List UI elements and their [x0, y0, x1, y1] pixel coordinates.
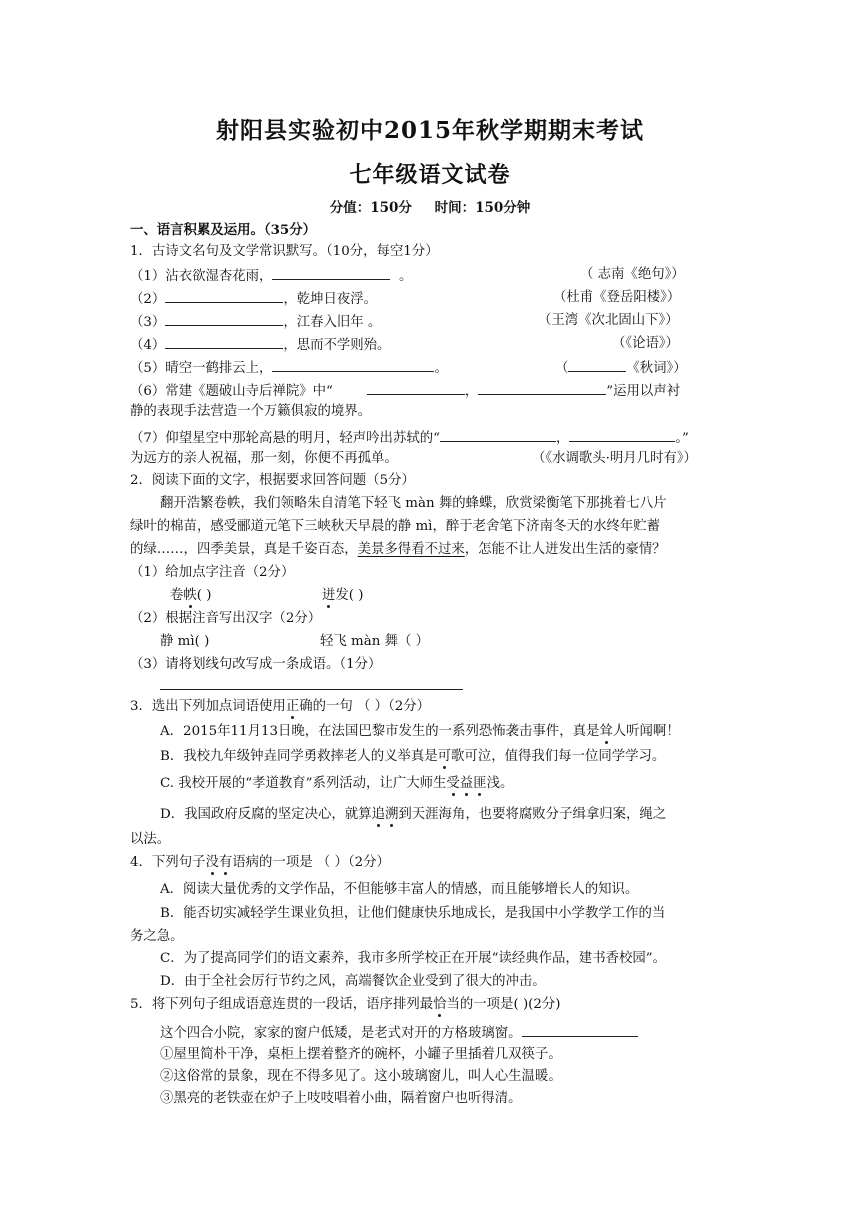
q1-line-2: （2） ，乾坤日夜浮。: [130, 288, 377, 308]
exam-title: 射阳县实验初中2015年秋学期期末考试: [215, 117, 644, 144]
q1-line-4: （4） ，思而不学则殆。: [130, 334, 390, 354]
q1-line-7: （7）仰望星空中那轮高悬的明月，轻声吟出苏轼的“ ， 。”: [130, 427, 689, 447]
q4-option-b-cont: 务之急。: [130, 929, 184, 944]
q3-option-c: C. 我校开展的“孝道教育”系列活动，让广大师生受益匪浅。: [160, 776, 514, 791]
fill-blank[interactable]: [522, 1022, 638, 1037]
q3-option-a: A．2015年11月13日晚，在法国巴黎市发生的一系列恐怖袭击事件，真是耸人听闻啊！: [160, 724, 680, 739]
q2-sub-3: （3）请将划线句改写成一条成语。（1分）: [130, 657, 382, 672]
q1-stem: 1．古诗文名句及文学常识默写。（10分，每空1分）: [130, 244, 439, 259]
q1-source-1: （ 志南《绝句》）: [580, 267, 685, 282]
q3-option-d-cont: 以法。: [130, 832, 171, 847]
q2-sub-1: （1）给加点字注音（2分）: [130, 565, 295, 580]
q2-stem: 2．阅读下面的文字，根据要求回答问题（5分）: [130, 473, 415, 488]
q3-stem: 3．选出下列加点词语使用正确的一句 （ ）（2分）: [130, 699, 431, 714]
fill-blank[interactable]: [272, 265, 390, 280]
q5-item-3: ③黑亮的老铁壶在炉子上吱吱唱着小曲，隔着窗户也听得清。: [160, 1091, 522, 1106]
q1-line-1: （1）沾衣欲湿杏花雨， 。: [130, 265, 412, 285]
time-info: 时间：150分钟: [434, 200, 531, 216]
q4-option-d: D．由于全社会厉行节约之风，高端餐饮企业受到了很大的冲击。: [160, 974, 546, 989]
q5-item-2: ②这俗常的景象，现在不得多见了。这小玻璃窗儿，叫人心生温暖。: [160, 1069, 562, 1084]
q5-item-1: ①屋里简朴干净，桌柜上摆着整齐的碗杯，小罐子里插着几双筷子。: [160, 1047, 562, 1062]
exam-meta: [0, 196, 860, 216]
q1-source-3: （王湾《次北固山下》）: [538, 313, 679, 328]
q4-stem: 4．下列句子没有语病的一项是 （ ）（2分）: [130, 855, 390, 870]
fill-blank[interactable]: [165, 334, 283, 349]
q1-source-2: （杜甫《登岳阳楼》）: [553, 290, 681, 305]
q2-sub-1-item-b: 迸发( ): [322, 588, 364, 603]
q2-sub-2-item-a: 静 mì( ): [160, 634, 210, 649]
q1-line-7-cont: 为远方的亲人祝福，那一刻，你便不再孤单。: [130, 451, 398, 466]
q1-line-3: （3） ，江春入旧年 。: [130, 311, 381, 331]
q2-sub-1-item-a: 卷帙( ): [170, 588, 212, 603]
q5-stem: 5．将下列句子组成语意连贯的一段话，语序排列最恰当的一项是( )(2分): [130, 997, 561, 1012]
q4-option-c: C．为了提高同学们的语文素养，我市多所学校正在开展“读经典作品，建书香校园”。: [160, 951, 666, 966]
section-heading: 一、语言积累及运用。（35分）: [130, 222, 317, 238]
fill-blank[interactable]: [165, 311, 283, 326]
q2-passage-3: 的绿……，四季美景，真是千姿百态，美景多得看不过来，怎能不让人迸发出生活的豪情？: [130, 542, 666, 557]
fill-blank[interactable]: [568, 357, 626, 372]
q1-source-7: （《水调歌头·明月几时有》）: [532, 451, 697, 466]
q1-source-5: （ 《秋词》）: [555, 357, 687, 379]
underlined-sentence: 美景多得看不过来: [357, 542, 465, 557]
q1-line-6: （6）常建《题破山寺后禅院》中“ ， ”运用以声衬: [130, 380, 680, 400]
q3-option-b: B．我校九年级钟垚同学勇救摔老人的义举真是可歌可泣，值得我们每一位同学学习。: [160, 749, 666, 764]
q2-passage-1: 翻开浩繁卷帙，我们领略朱自清笔下轻飞 màn 舞的蜂蝶，欣赏梁衡笔下那挑着七八片: [160, 496, 667, 511]
q2-passage-2: 绿叶的棉苗，感受郦道元笔下三峡秋天早晨的静 mì，醉于老舍笔下济南冬天的水终年贮蓄: [130, 519, 661, 534]
fill-blank[interactable]: [367, 380, 465, 395]
score-info: 分值：150分: [329, 200, 412, 216]
fill-blank[interactable]: [440, 427, 556, 442]
q2-sub-2-item-b: 轻飞 màn 舞（ ）: [320, 634, 430, 649]
fill-blank[interactable]: [569, 427, 675, 442]
exam-subtitle: 七年级语文试卷: [349, 162, 511, 188]
q5-intro: 这个四合小院，家家的窗户低矮，是老式对开的方格玻璃窗。: [160, 1022, 638, 1042]
q3-option-d: D．我国政府反腐的坚定决心，就算追溯到天涯海角，也要将腐败分子缉拿归案，绳之: [160, 807, 667, 822]
q1-line-5: （5）晴空一鹤排云上， 。: [130, 357, 448, 377]
fill-blank[interactable]: [165, 288, 283, 303]
q2-sub-2: （2）根据注音写出汉字（2分）: [130, 611, 322, 626]
q4-option-a: A．阅读大量优秀的文学作品，不但能够丰富人的情感，而且能够增长人的知识。: [160, 882, 639, 897]
fill-blank[interactable]: [478, 380, 606, 395]
q1-line-6-cont: 静的表现手法营造一个万籁俱寂的境界。: [130, 404, 372, 419]
q1-source-4: （《论语》）: [612, 336, 679, 351]
answer-line[interactable]: [160, 688, 463, 690]
q4-option-b: B．能否切实减轻学生课业负担，让他们健康快乐地成长，是我国中小学教学工作的当: [160, 906, 666, 921]
fill-blank[interactable]: [272, 357, 434, 372]
